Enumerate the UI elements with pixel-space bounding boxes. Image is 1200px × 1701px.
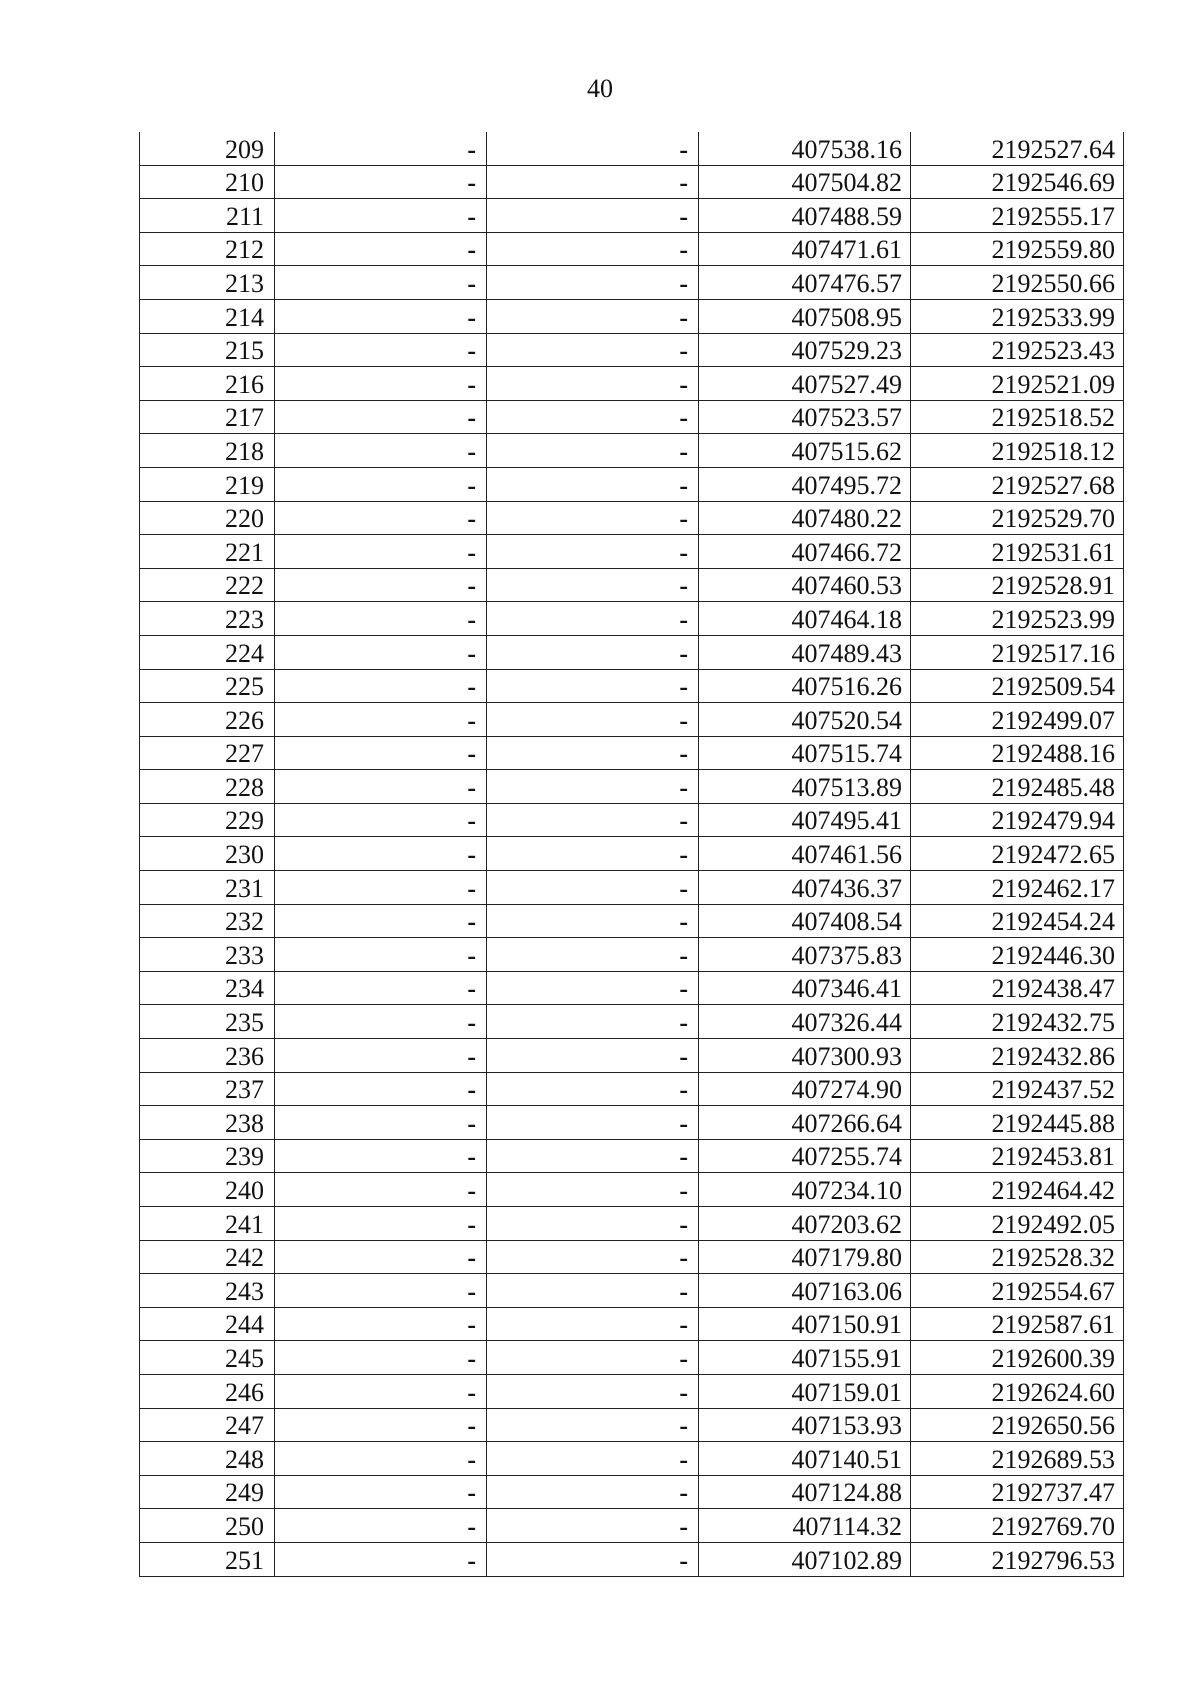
column-2-cell: - [275,1005,487,1039]
y-coordinate-cell: 2192528.32 [911,1240,1124,1274]
point-number-cell: 218 [140,434,275,468]
x-coordinate-cell: 407476.57 [699,266,911,300]
x-coordinate-cell: 407471.61 [699,232,911,266]
column-2-cell: - [275,535,487,569]
column-2-cell: - [275,400,487,434]
column-3-cell: - [487,568,699,602]
x-coordinate-cell: 407159.01 [699,1374,911,1408]
x-coordinate-cell: 407150.91 [699,1307,911,1341]
table-row [140,165,1124,199]
point-number-cell: 235 [140,1005,275,1039]
table-row [140,367,1124,401]
column-2-cell: - [275,703,487,737]
column-2-cell: - [275,1240,487,1274]
x-coordinate-cell: 407436.37 [699,871,911,905]
column-3-cell: - [487,1106,699,1140]
point-number-cell: 241 [140,1207,275,1241]
column-2-cell: - [275,1173,487,1207]
point-number-cell: 232 [140,904,275,938]
x-coordinate-cell: 407480.22 [699,501,911,535]
x-coordinate-cell: 407523.57 [699,400,911,434]
column-3-cell: - [487,1240,699,1274]
column-2-cell: - [275,501,487,535]
y-coordinate-cell: 2192531.61 [911,535,1124,569]
x-coordinate-cell: 407375.83 [699,938,911,972]
x-coordinate-cell: 407515.62 [699,434,911,468]
table-row [140,770,1124,804]
column-2-cell: - [275,568,487,602]
column-2-cell: - [275,1341,487,1375]
x-coordinate-cell: 407234.10 [699,1173,911,1207]
x-coordinate-cell: 407346.41 [699,971,911,1005]
point-number-cell: 226 [140,703,275,737]
point-number-cell: 209 [140,132,275,165]
column-2-cell: - [275,232,487,266]
point-number-cell: 223 [140,602,275,636]
column-2-cell: - [275,904,487,938]
point-number-cell: 229 [140,803,275,837]
point-number-cell: 213 [140,266,275,300]
column-3-cell: - [487,165,699,199]
column-2-cell: - [275,333,487,367]
y-coordinate-cell: 2192521.09 [911,367,1124,401]
point-number-cell: 242 [140,1240,275,1274]
table-row [140,736,1124,770]
y-coordinate-cell: 2192437.52 [911,1072,1124,1106]
x-coordinate-cell: 407255.74 [699,1139,911,1173]
column-3-cell: - [487,736,699,770]
y-coordinate-cell: 2192432.75 [911,1005,1124,1039]
y-coordinate-cell: 2192546.69 [911,165,1124,199]
y-coordinate-cell: 2192523.43 [911,333,1124,367]
table-row [140,1542,1124,1576]
x-coordinate-cell: 407140.51 [699,1442,911,1476]
table-row [140,1475,1124,1509]
column-2-cell: - [275,165,487,199]
column-3-cell: - [487,1542,699,1576]
column-2-cell: - [275,669,487,703]
coordinate-table [139,132,1124,1577]
point-number-cell: 237 [140,1072,275,1106]
point-number-cell: 224 [140,635,275,669]
y-coordinate-cell: 2192518.12 [911,434,1124,468]
point-number-cell: 249 [140,1475,275,1509]
x-coordinate-cell: 407163.06 [699,1274,911,1308]
column-2-cell: - [275,299,487,333]
point-number-cell: 225 [140,669,275,703]
y-coordinate-cell: 2192446.30 [911,938,1124,972]
point-number-cell: 246 [140,1374,275,1408]
table-row [140,1173,1124,1207]
x-coordinate-cell: 407274.90 [699,1072,911,1106]
column-3-cell: - [487,1341,699,1375]
column-2-cell: - [275,1039,487,1073]
y-coordinate-cell: 2192559.80 [911,232,1124,266]
table-row [140,1207,1124,1241]
table-row [140,501,1124,535]
point-number-cell: 247 [140,1408,275,1442]
table-row [140,1005,1124,1039]
y-coordinate-cell: 2192432.86 [911,1039,1124,1073]
y-coordinate-cell: 2192796.53 [911,1542,1124,1576]
table-row [140,535,1124,569]
x-coordinate-cell: 407488.59 [699,199,911,233]
column-3-cell: - [487,602,699,636]
table-row [140,1374,1124,1408]
table-row [140,1240,1124,1274]
column-2-cell: - [275,1307,487,1341]
column-2-cell: - [275,736,487,770]
column-2-cell: - [275,367,487,401]
x-coordinate-cell: 407461.56 [699,837,911,871]
x-coordinate-cell: 407520.54 [699,703,911,737]
x-coordinate-cell: 407513.89 [699,770,911,804]
table-row [140,971,1124,1005]
table-row [140,333,1124,367]
y-coordinate-cell: 2192453.81 [911,1139,1124,1173]
y-coordinate-cell: 2192624.60 [911,1374,1124,1408]
y-coordinate-cell: 2192472.65 [911,837,1124,871]
table-row [140,1139,1124,1173]
column-2-cell: - [275,871,487,905]
column-2-cell: - [275,837,487,871]
column-2-cell: - [275,199,487,233]
column-3-cell: - [487,266,699,300]
column-3-cell: - [487,635,699,669]
column-3-cell: - [487,1039,699,1073]
column-3-cell: - [487,1374,699,1408]
column-2-cell: - [275,971,487,1005]
y-coordinate-cell: 2192555.17 [911,199,1124,233]
x-coordinate-cell: 407495.41 [699,803,911,837]
column-3-cell: - [487,1475,699,1509]
y-coordinate-cell: 2192600.39 [911,1341,1124,1375]
column-3-cell: - [487,1408,699,1442]
column-3-cell: - [487,837,699,871]
table-row [140,803,1124,837]
x-coordinate-cell: 407529.23 [699,333,911,367]
column-3-cell: - [487,132,699,165]
point-number-cell: 251 [140,1542,275,1576]
table-row [140,1408,1124,1442]
column-3-cell: - [487,1307,699,1341]
point-number-cell: 238 [140,1106,275,1140]
column-3-cell: - [487,904,699,938]
point-number-cell: 230 [140,837,275,871]
column-2-cell: - [275,635,487,669]
y-coordinate-cell: 2192523.99 [911,602,1124,636]
x-coordinate-cell: 407504.82 [699,165,911,199]
x-coordinate-cell: 407489.43 [699,635,911,669]
y-coordinate-cell: 2192485.48 [911,770,1124,804]
point-number-cell: 240 [140,1173,275,1207]
table-row [140,938,1124,972]
column-3-cell: - [487,400,699,434]
y-coordinate-cell: 2192492.05 [911,1207,1124,1241]
x-coordinate-cell: 407153.93 [699,1408,911,1442]
point-number-cell: 234 [140,971,275,1005]
point-number-cell: 236 [140,1039,275,1073]
point-number-cell: 248 [140,1442,275,1476]
y-coordinate-cell: 2192464.42 [911,1173,1124,1207]
point-number-cell: 227 [140,736,275,770]
column-3-cell: - [487,367,699,401]
y-coordinate-cell: 2192527.64 [911,132,1124,165]
table-row [140,1106,1124,1140]
table-row [140,400,1124,434]
y-coordinate-cell: 2192488.16 [911,736,1124,770]
table-row [140,904,1124,938]
column-2-cell: - [275,1207,487,1241]
x-coordinate-cell: 407114.32 [699,1509,911,1543]
table-row [140,1341,1124,1375]
y-coordinate-cell: 2192554.67 [911,1274,1124,1308]
column-2-cell: - [275,1542,487,1576]
column-2-cell: - [275,803,487,837]
column-3-cell: - [487,1005,699,1039]
table-row [140,467,1124,501]
y-coordinate-cell: 2192454.24 [911,904,1124,938]
column-2-cell: - [275,1274,487,1308]
column-3-cell: - [487,1442,699,1476]
column-3-cell: - [487,1072,699,1106]
table-row [140,1509,1124,1543]
column-3-cell: - [487,669,699,703]
table-row [140,568,1124,602]
column-2-cell: - [275,132,487,165]
x-coordinate-cell: 407300.93 [699,1039,911,1073]
page-number: 40 [587,74,613,103]
coordinate-table-body [140,132,1124,1576]
column-2-cell: - [275,1509,487,1543]
point-number-cell: 245 [140,1341,275,1375]
column-2-cell: - [275,938,487,972]
y-coordinate-cell: 2192769.70 [911,1509,1124,1543]
y-coordinate-cell: 2192737.47 [911,1475,1124,1509]
table-row [140,232,1124,266]
column-3-cell: - [487,1274,699,1308]
x-coordinate-cell: 407203.62 [699,1207,911,1241]
table-row [140,1307,1124,1341]
point-number-cell: 220 [140,501,275,535]
point-number-cell: 219 [140,467,275,501]
table-row [140,669,1124,703]
table-row [140,602,1124,636]
x-coordinate-cell: 407516.26 [699,669,911,703]
y-coordinate-cell: 2192650.56 [911,1408,1124,1442]
x-coordinate-cell: 407508.95 [699,299,911,333]
column-3-cell: - [487,703,699,737]
y-coordinate-cell: 2192509.54 [911,669,1124,703]
point-number-cell: 222 [140,568,275,602]
table-row [140,635,1124,669]
table-row [140,871,1124,905]
x-coordinate-cell: 407155.91 [699,1341,911,1375]
column-2-cell: - [275,1442,487,1476]
column-3-cell: - [487,232,699,266]
table-row [140,837,1124,871]
point-number-cell: 243 [140,1274,275,1308]
y-coordinate-cell: 2192518.52 [911,400,1124,434]
column-3-cell: - [487,1173,699,1207]
column-3-cell: - [487,938,699,972]
point-number-cell: 221 [140,535,275,569]
column-3-cell: - [487,1139,699,1173]
point-number-cell: 233 [140,938,275,972]
column-3-cell: - [487,434,699,468]
column-2-cell: - [275,770,487,804]
x-coordinate-cell: 407466.72 [699,535,911,569]
y-coordinate-cell: 2192479.94 [911,803,1124,837]
table-row [140,434,1124,468]
y-coordinate-cell: 2192438.47 [911,971,1124,1005]
column-3-cell: - [487,971,699,1005]
column-2-cell: - [275,1139,487,1173]
point-number-cell: 215 [140,333,275,367]
point-number-cell: 250 [140,1509,275,1543]
column-3-cell: - [487,501,699,535]
column-3-cell: - [487,199,699,233]
table-row [140,266,1124,300]
point-number-cell: 212 [140,232,275,266]
x-coordinate-cell: 407124.88 [699,1475,911,1509]
table-row [140,132,1124,165]
point-number-cell: 214 [140,299,275,333]
column-3-cell: - [487,1207,699,1241]
column-2-cell: - [275,1408,487,1442]
table-row [140,1442,1124,1476]
point-number-cell: 244 [140,1307,275,1341]
table-row [140,1039,1124,1073]
column-3-cell: - [487,333,699,367]
y-coordinate-cell: 2192527.68 [911,467,1124,501]
column-2-cell: - [275,467,487,501]
table-row [140,1274,1124,1308]
y-coordinate-cell: 2192462.17 [911,871,1124,905]
x-coordinate-cell: 407266.64 [699,1106,911,1140]
column-3-cell: - [487,1509,699,1543]
column-3-cell: - [487,467,699,501]
y-coordinate-cell: 2192499.07 [911,703,1124,737]
x-coordinate-cell: 407495.72 [699,467,911,501]
y-coordinate-cell: 2192517.16 [911,635,1124,669]
x-coordinate-cell: 407326.44 [699,1005,911,1039]
x-coordinate-cell: 407179.80 [699,1240,911,1274]
x-coordinate-cell: 407538.16 [699,132,911,165]
y-coordinate-cell: 2192529.70 [911,501,1124,535]
table-row [140,199,1124,233]
column-2-cell: - [275,1374,487,1408]
column-2-cell: - [275,434,487,468]
point-number-cell: 228 [140,770,275,804]
column-3-cell: - [487,871,699,905]
point-number-cell: 239 [140,1139,275,1173]
column-2-cell: - [275,1106,487,1140]
x-coordinate-cell: 407408.54 [699,904,911,938]
x-coordinate-cell: 407527.49 [699,367,911,401]
table-row [140,299,1124,333]
y-coordinate-cell: 2192528.91 [911,568,1124,602]
column-2-cell: - [275,1072,487,1106]
table-row [140,1072,1124,1106]
point-number-cell: 216 [140,367,275,401]
column-2-cell: - [275,266,487,300]
y-coordinate-cell: 2192445.88 [911,1106,1124,1140]
column-2-cell: - [275,602,487,636]
column-3-cell: - [487,535,699,569]
point-number-cell: 231 [140,871,275,905]
x-coordinate-cell: 407102.89 [699,1542,911,1576]
y-coordinate-cell: 2192550.66 [911,266,1124,300]
y-coordinate-cell: 2192533.99 [911,299,1124,333]
y-coordinate-cell: 2192587.61 [911,1307,1124,1341]
point-number-cell: 211 [140,199,275,233]
column-3-cell: - [487,803,699,837]
table-row [140,703,1124,737]
column-3-cell: - [487,770,699,804]
y-coordinate-cell: 2192689.53 [911,1442,1124,1476]
x-coordinate-cell: 407515.74 [699,736,911,770]
column-2-cell: - [275,1475,487,1509]
x-coordinate-cell: 407460.53 [699,568,911,602]
x-coordinate-cell: 407464.18 [699,602,911,636]
column-3-cell: - [487,299,699,333]
point-number-cell: 210 [140,165,275,199]
point-number-cell: 217 [140,400,275,434]
